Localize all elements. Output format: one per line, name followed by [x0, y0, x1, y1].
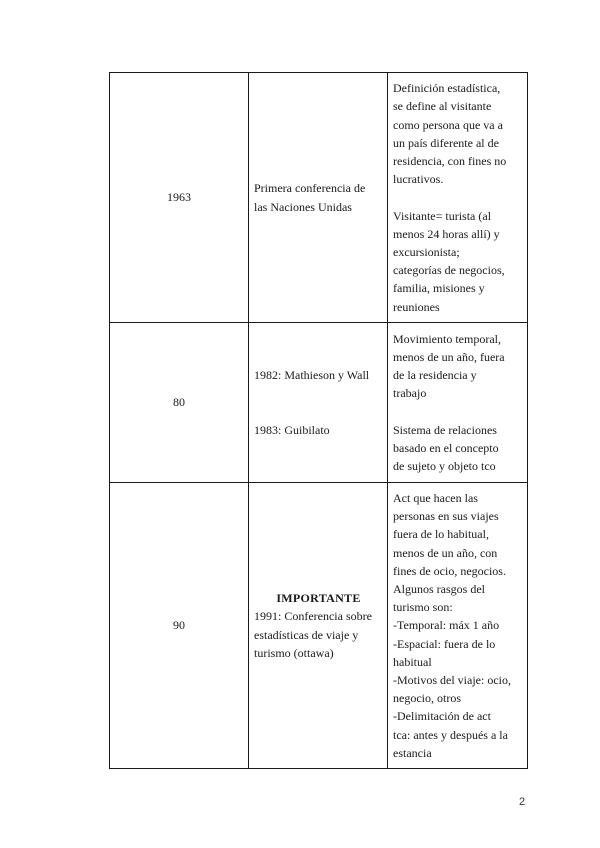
description-text: Movimiento temporal, [393, 331, 501, 346]
description-text: menos 24 horas allí) y [393, 226, 500, 241]
year-cell [110, 323, 249, 483]
description-text: habitual [393, 654, 432, 669]
description-text: personas en sus viajes [393, 509, 499, 524]
year-label: 1963 [167, 190, 191, 205]
description-cell [388, 323, 528, 483]
description-text: Sistema de relaciones [393, 422, 497, 437]
description-text: lucrativos. [393, 172, 444, 187]
description-cell [388, 483, 528, 769]
description-text: se define al visitante [393, 99, 492, 114]
description-text: reuniones [393, 299, 440, 314]
description-text: un país diferente al de [393, 135, 499, 150]
event-text: estadísticas de viaje y [254, 627, 359, 642]
event-cell [249, 73, 388, 323]
event-cell [249, 483, 388, 769]
description-text: Definición estadística, [393, 81, 501, 96]
description-text: -Delimitación de act [393, 709, 491, 724]
year-label: 90 [173, 618, 185, 633]
description-text: trabajo [393, 386, 427, 401]
description-text: menos de un año, con [393, 545, 498, 560]
table-row [110, 323, 528, 483]
event-text: 1982: Mathieson y Wall [254, 368, 370, 383]
description-text: Algunos rasgos del [393, 581, 485, 596]
description-text: Act que hacen las [393, 490, 478, 505]
description-text: categorías de negocios, [393, 263, 505, 278]
description-text: estancia [393, 745, 432, 760]
description-text: -Temporal: máx 1 año [393, 618, 500, 633]
tourism-timeline-table [109, 72, 528, 769]
important-heading: IMPORTANTE [276, 591, 361, 606]
description-text: de la residencia y [393, 368, 477, 383]
description-text: negocio, otros [393, 691, 461, 706]
description-text: turismo son: [393, 600, 453, 615]
description-text: -Espacial: fuera de lo [393, 636, 496, 651]
description-text: basado en el concepto [393, 440, 499, 455]
description-text: tca: antes y después a la [393, 727, 508, 742]
page-number: 2 [518, 796, 526, 808]
year-label: 80 [173, 395, 185, 410]
description-text: excursionista; [393, 244, 460, 259]
description-text: fuera de lo habitual, [393, 527, 489, 542]
description-text: Visitante= turista (al [393, 208, 492, 223]
description-cell [388, 73, 528, 323]
event-text: las Naciones Unidas [254, 199, 352, 214]
description-text: familia, misiones y [393, 281, 485, 296]
description-text: de sujeto y objeto tco [393, 459, 496, 473]
event-cell [249, 323, 388, 483]
event-text: 1983: Guibilato [254, 422, 330, 437]
description-text: fines de ocio, negocios. [393, 563, 506, 578]
event-text: 1991: Conferencia sobre [254, 609, 372, 624]
year-cell [110, 73, 249, 323]
description-text: residencia, con fines no [393, 154, 507, 169]
event-text: Primera conferencia de [254, 181, 366, 196]
table-row [110, 483, 528, 769]
table-row [110, 73, 528, 323]
event-text: turismo (ottawa) [254, 645, 334, 660]
year-cell [110, 483, 249, 769]
description-text: menos de un año, fuera [393, 349, 505, 364]
description-text: -Motivos del viaje: ocio, [393, 673, 511, 687]
description-text: como persona que va a [393, 117, 503, 132]
